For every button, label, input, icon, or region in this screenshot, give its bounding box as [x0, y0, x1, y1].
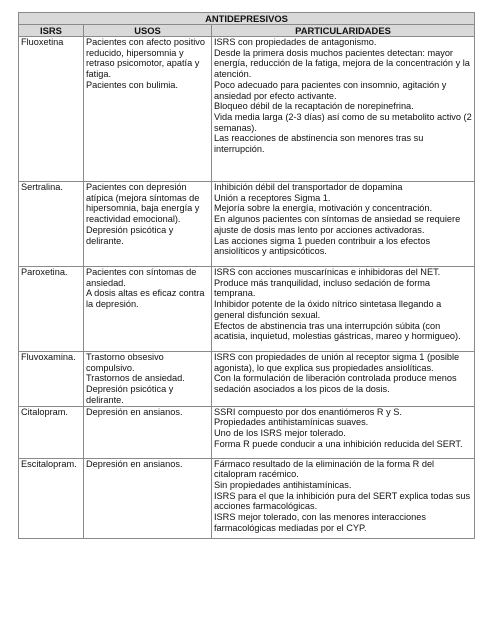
- table-row: [19, 37, 475, 182]
- detail-line: ISRS con propiedades de antagonismo.: [214, 37, 377, 47]
- use-line: Depresión en ansianos.: [86, 458, 183, 469]
- detail-line: Unión a receptores Sigma 1.: [214, 192, 331, 203]
- details-cell: [212, 37, 475, 182]
- use-line: Pacientes con síntomas de ansiedad.: [86, 267, 197, 288]
- details-cell: [212, 267, 475, 352]
- details-cell: [212, 352, 475, 407]
- drug-name-cell: Citalopram.: [19, 406, 84, 458]
- table-row: [19, 182, 475, 267]
- use-line: Trastornos de ansiedad.: [86, 373, 185, 384]
- antidepressants-table: [18, 12, 475, 539]
- drug-name-cell: Paroxetina.: [19, 267, 84, 352]
- detail-line: Fármaco resultado de la eliminación de la forma R del citalopram racémico.: [214, 458, 435, 480]
- detail-line: Inhibición débil del transportador de dopamina: [214, 182, 403, 192]
- uses-cell: [84, 182, 212, 267]
- document-page: [18, 12, 474, 539]
- drug-name-cell: Sertralina.: [19, 182, 84, 267]
- detail-line: En algunos pacientes con síntomas de ansiedad se requiere ajuste de dosis mas lento por acciones activadoras.: [214, 214, 461, 235]
- drug-name-cell: Fluoxetina: [19, 37, 84, 182]
- detail-line: Poco adecuado para pacientes con insomnio, agitación y ansiedad por efecto activante.: [214, 79, 447, 101]
- table-row: [19, 458, 475, 538]
- table-title: ANTIDEPRESIVOS: [19, 13, 475, 25]
- column-header-isrs: ISRS: [19, 25, 84, 37]
- detail-line: Mejoría sobre la energía, motivación y concentración.: [214, 203, 433, 214]
- drug-name-cell: Escitalopram.: [19, 458, 84, 538]
- detail-line: Desde la primera dosis muchos pacientes detectan: mayor energía, reducción de la fatiga, mejora de la concentración y la atención.: [214, 47, 470, 80]
- details-cell: [212, 458, 475, 538]
- detail-line: Con la formulación de liberación controlada produce menos sedación asociados a los picos de la dosis.: [214, 373, 457, 395]
- detail-line: Bloqueo débil de la recaptación de norepinefrina.: [214, 101, 414, 112]
- uses-cell: [84, 352, 212, 407]
- use-line: Pacientes con bulimia.: [86, 79, 178, 90]
- detail-line: ISRS para el que la inhibición pura del SERT explica todas sus acciones farmacológicas.: [214, 490, 471, 512]
- uses-cell: [84, 458, 212, 538]
- detail-line: Inhibidor potente de la óxido nítrico sintetasa llegando a general disfunción sexual.: [214, 299, 442, 320]
- use-line: Pacientes con afecto positivo reducido, hipersomnia y retraso psicomotor, apatía y fatiga.: [86, 37, 205, 80]
- detail-line: SSRI compuesto por dos enantiómeros R y S.: [214, 406, 402, 417]
- detail-line: Forma R puede conducir a una inhibición reducida del SERT.: [214, 438, 463, 449]
- detail-line: Las reacciones de abstinencia son menores tras su interrupción.: [214, 133, 424, 155]
- detail-line: ISRS con acciones muscarínicas e inhibidoras del NET.: [214, 267, 441, 277]
- table-row: [19, 406, 475, 458]
- detail-line: Propiedades antihistamínicas suaves.: [214, 417, 369, 428]
- column-header-particularidades: PARTICULARIDADES: [212, 25, 475, 37]
- table-row: [19, 267, 475, 352]
- use-line: A dosis altas es eficaz contra la depresión.: [86, 288, 205, 310]
- detail-line: Efectos de abstinencia tras una interrupción súbita (con acatisia, inquietud, molestias gástricas, mareo y hormigueo).: [214, 320, 461, 342]
- table-body: [19, 37, 475, 539]
- detail-line: Sin propiedades antihistamínicas.: [214, 479, 352, 490]
- detail-line: ISRS con propiedades de unión al receptor sigma 1 (posible agonista), lo que explica sus propiedades ansiolíticas.: [214, 352, 460, 373]
- details-cell: [212, 182, 475, 267]
- detail-line: Uno de los ISRS mejor tolerado.: [214, 427, 346, 438]
- use-line: Trastorno obsesivo compulsivo.: [86, 352, 164, 373]
- column-header-usos: USOS: [84, 25, 212, 37]
- detail-line: Las acciones sigma 1 pueden contribuir a los efectos ansiolíticos y antipsicóticos.: [214, 235, 431, 257]
- detail-line: Produce más tranquilidad, incluso sedación de forma temprana.: [214, 277, 431, 299]
- use-line: Depresión psicótica y delirante.: [86, 224, 174, 246]
- detail-line: Vida media larga (2-3 días) así como de su metabolito activo (2 semanas).: [214, 111, 472, 133]
- use-line: Depresión en ansianos.: [86, 406, 183, 417]
- drug-name-cell: Fluvoxamina.: [19, 352, 84, 407]
- uses-cell: [84, 267, 212, 352]
- uses-cell: [84, 406, 212, 458]
- use-line: Pacientes con depresión atípica (mejora síntomas de hipersomnia, baja energía y reactividad emocional).: [86, 182, 200, 225]
- table-row: [19, 352, 475, 407]
- use-line: Depresión psicótica y delirante.: [86, 384, 174, 405]
- details-cell: [212, 406, 475, 458]
- uses-cell: [84, 37, 212, 182]
- detail-line: ISRS mejor tolerado, con las menores interacciones farmacológicas mediadas por el CYP.: [214, 512, 426, 533]
